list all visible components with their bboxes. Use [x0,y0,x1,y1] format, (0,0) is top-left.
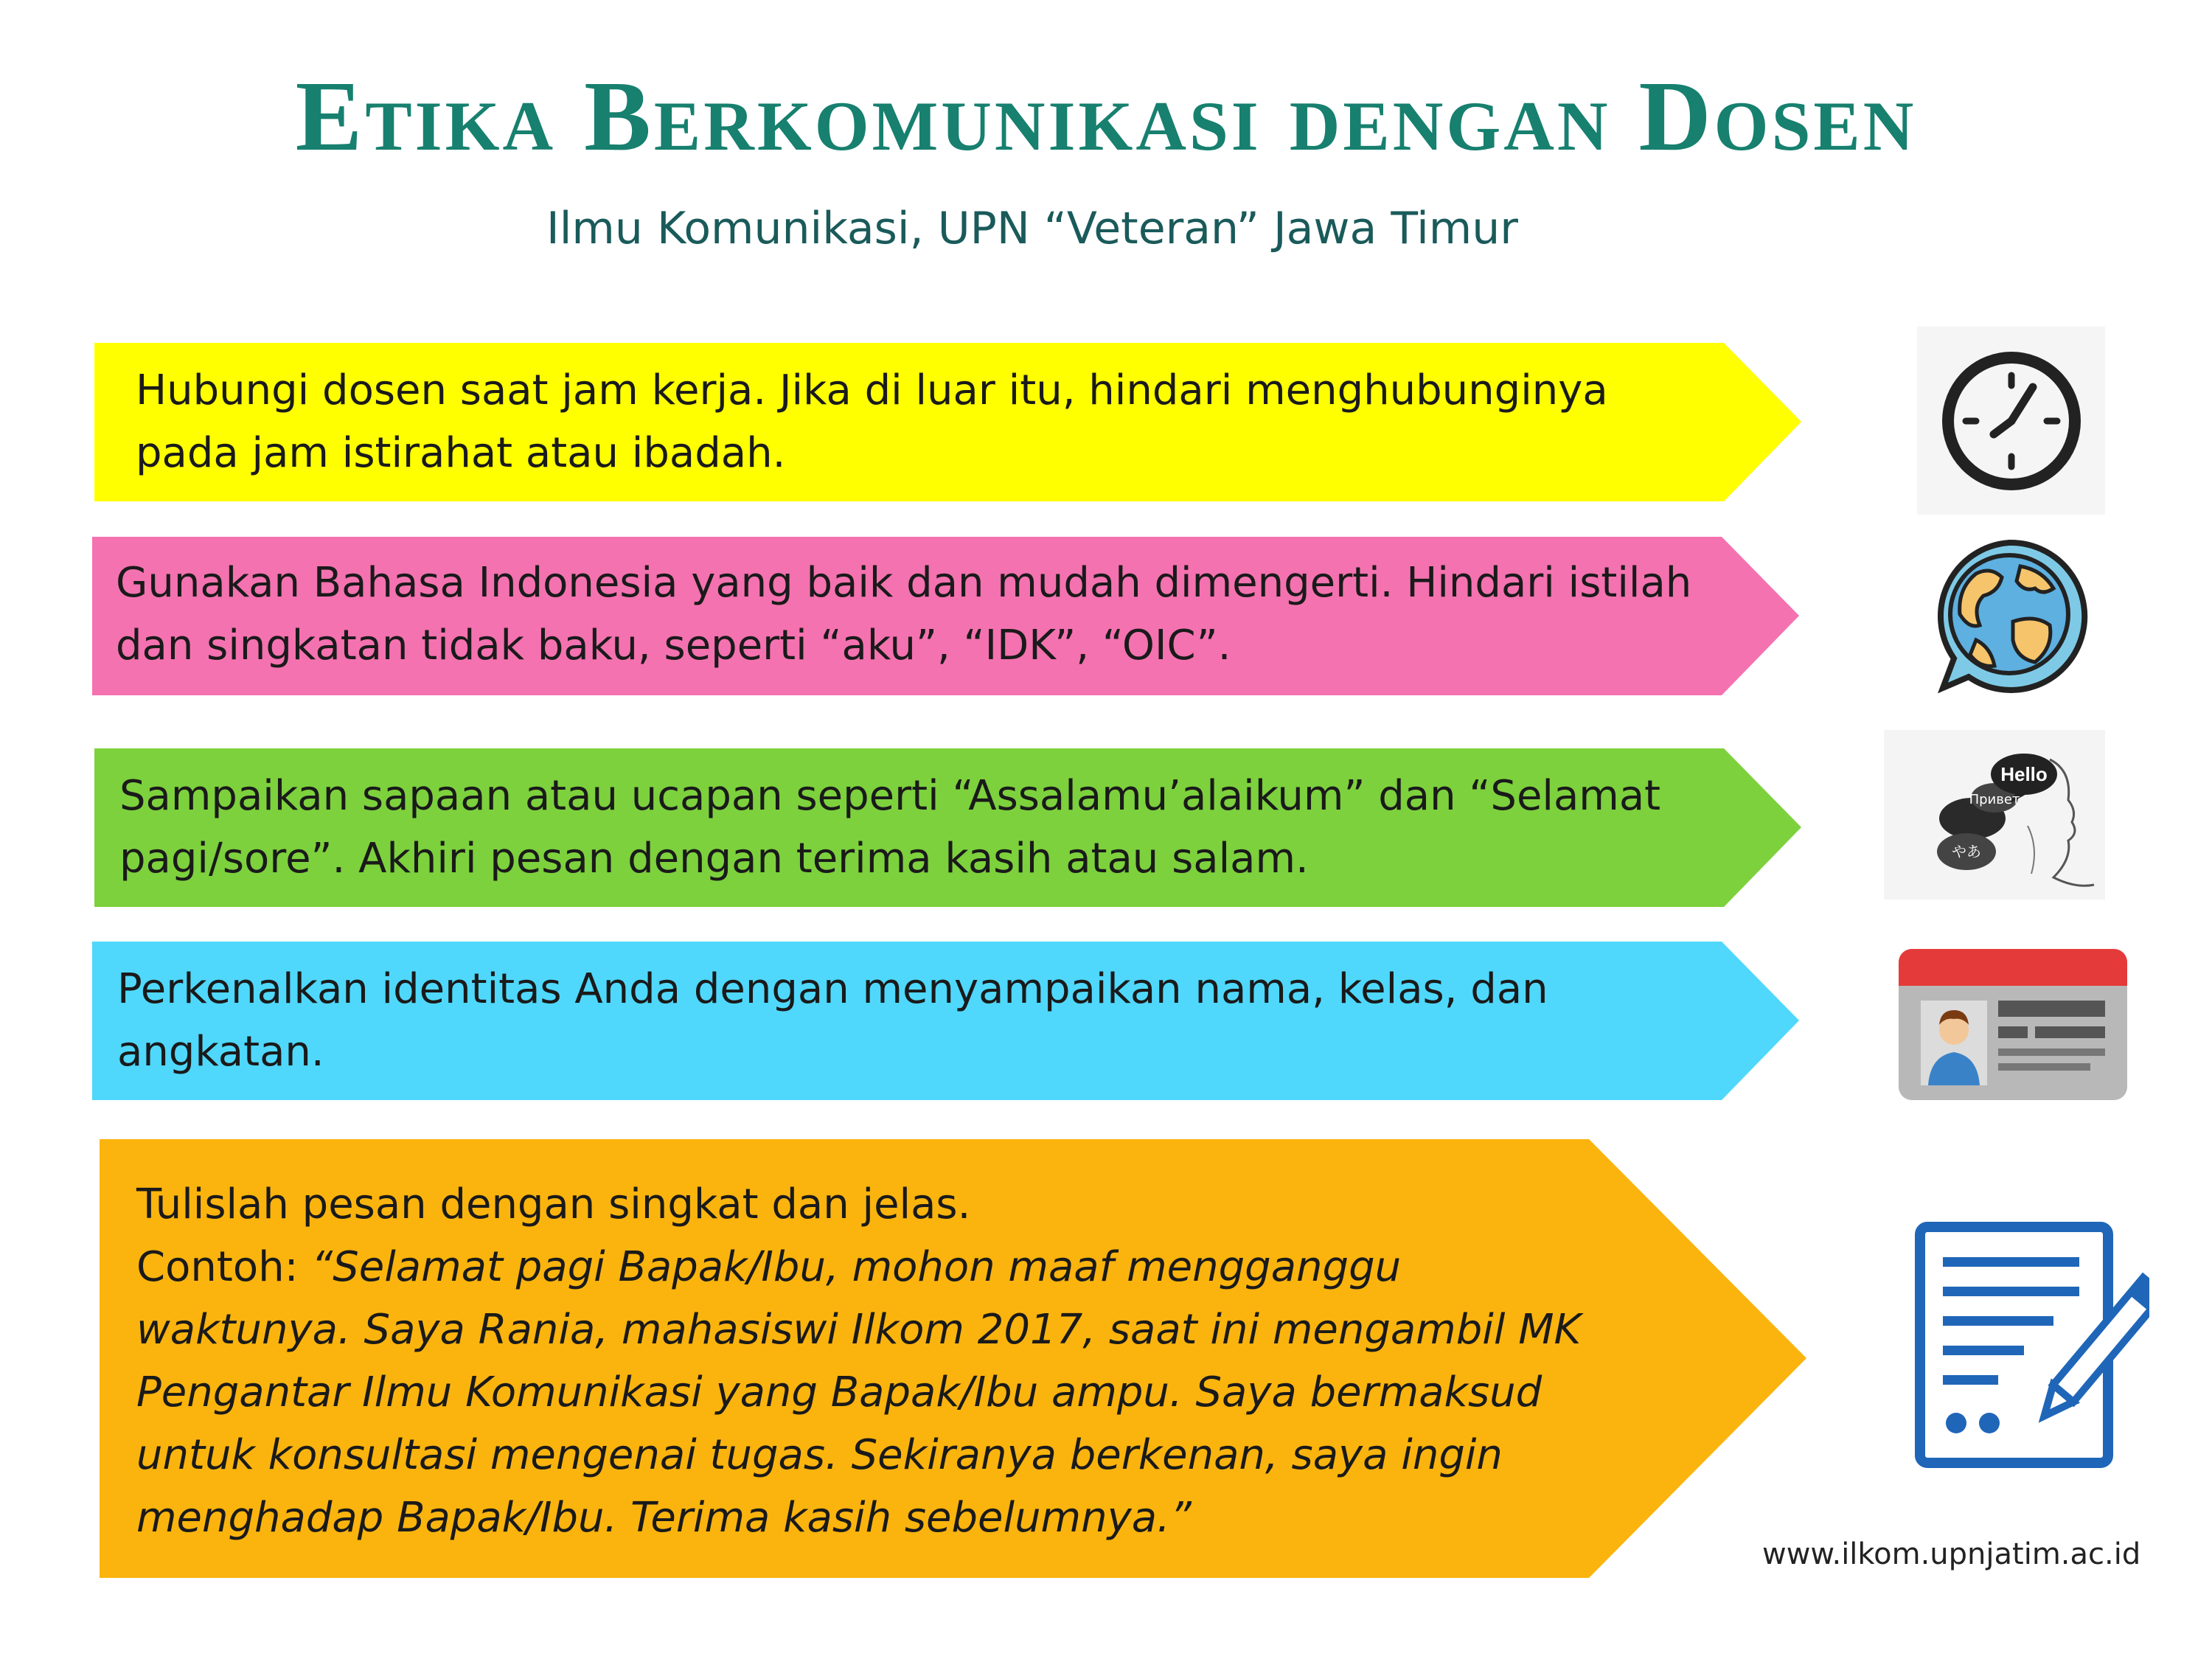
tip-intro: Tulislah pesan dengan singkat dan jelas. [136,1180,971,1228]
clock-icon [1917,327,2105,515]
bubble-privet: Привет [1969,792,2020,807]
bubble-yaa: やあ [1952,843,1981,860]
website-url: www.ilkom.upnjatim.ac.id [1762,1537,2141,1571]
tip-banner-1 [94,343,1801,501]
example-message: “Selamat pagi Bapak/Ibu, mohon maaf mengganggu waktunya. Saya Rania, mahasiswi Ilkom 2017, saat ini mengambil MK Pengantar Ilmu Komunikasi yang Bapak/Ibu ampu. Saya bermaksud untuk konsultasi mengenai tugas. Sekiranya berkenan, saya ingin menghadap Bapak/Ibu. Terima kasih sebelumnya.” [136,1243,1582,1542]
tip-text: Sampaikan sapaan atau ucapan seperti “Assalamu’alaikum” dan “Selamat pagi/sore”. Akhiri pesan dengan terima kasih atau salam. [119,772,1661,883]
greeting-speech-icon [1884,730,2105,900]
tip-text: Gunakan Bahasa Indonesia yang baik dan mudah dimengerti. Hindari istilah dan singkatan tidak baku, seperti “aku”, “IDK”, “OIC”. [116,559,1692,669]
globe-speech-icon [1924,537,2094,695]
bubble-hello: Hello [2000,763,2048,785]
tip-banner-4 [92,942,1799,1100]
tip-text [136,1173,1611,1549]
page-subtitle: Ilmu Komunikasi, UPN “Veteran” Jawa Timur [546,203,1518,254]
tip-banner-3 [94,748,1801,907]
page-title: Etika Berkomunikasi dengan Dosen [295,61,1917,172]
tip-banner-5 [100,1139,1806,1578]
tip-banner-2 [92,537,1799,695]
document-pen-icon [1910,1217,2149,1471]
tip-text: Hubungi dosen saat jam kerja. Jika di luar itu, hindari menghubunginya pada jam istirahat atau ibadah. [136,366,1608,477]
example-label: Contoh: [136,1243,312,1291]
id-card-icon [1895,945,2131,1104]
tip-text: Perkenalkan identitas Anda dengan menyampaikan nama, kelas, dan angkatan. [117,965,1548,1076]
